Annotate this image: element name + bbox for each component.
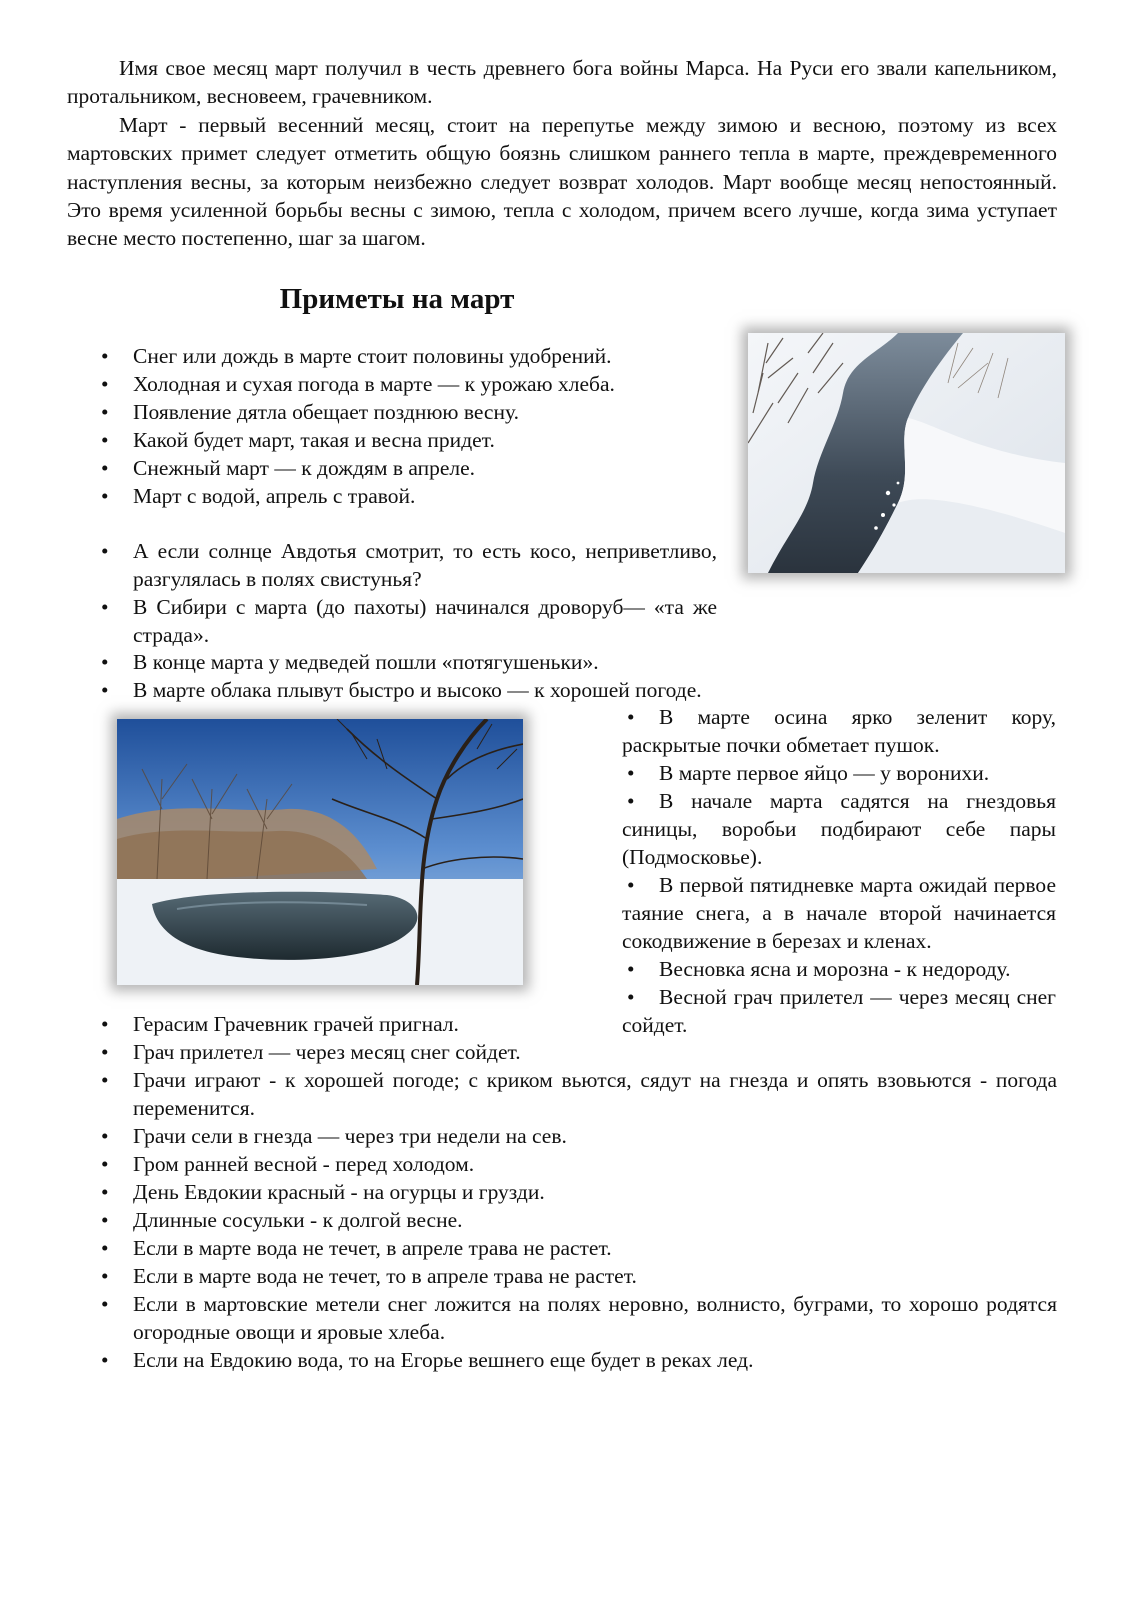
intro-paragraph-1: Имя свое месяц март получил в честь древнего бога войны Марса. На Руси его звали капельником, протальником, весновеем, грачевником. [67,56,1057,109]
bullet-glyph: • [101,400,109,424]
list-item: • Появление дятла обещает позднюю весну. [101,400,519,424]
list-item: • В конце марта у медведей пошли «потягушеньки». [101,650,599,674]
list-item: • Грач прилетел — через месяц снег сойдет. [101,1040,521,1064]
bullet-glyph: • [101,1348,109,1372]
list-item: • Какой будет март, такая и весна придет. [101,428,495,452]
bullet-glyph: • [101,1152,109,1176]
signs-list-3 [67,648,807,704]
winter-stream-photo [748,333,1065,573]
bullet-glyph: • [627,873,635,897]
list-item: • Если на Евдокию вода, то на Егорье вешнего еще будет в реках лед. [101,1348,754,1372]
page-title: Приметы на март [279,283,515,315]
list-item: • Если в марте вода не течет, в апреле трава не растет. [101,1236,612,1260]
list-item: • В начале марта садятся на гнездовья синицы, воробьи подбирают себе пары (Подмосковье). [556,787,1056,871]
list-item: • А если солнце Авдотья смотрит, то есть косо, неприветливо, разгулялась в полях свистунья? [101,539,717,591]
bullet-glyph: • [101,1180,109,1204]
list-item: • В марте первое яйцо — у воронихи. [556,759,1056,787]
list-item: • Грачи играют - к хорошей погоде; с криком вьются, сядут на гнезда и опять взовьются - погода переменится. [101,1068,1057,1120]
bullet-glyph: • [101,1124,109,1148]
bullet-glyph: • [101,1236,109,1260]
list-item: • Холодная и сухая погода в марте — к урожаю хлеба. [101,372,615,396]
signs-list-5 [67,1010,1057,1374]
list-item: • Март с водой, апрель с травой. [101,484,416,508]
list-item: • Если в мартовские метели снег ложится на полях неровно, волнисто, буграми, то хорошо родятся огородные овощи и яровые хлеба. [101,1292,1057,1344]
list-item: • Грачи сели в гнезда — через три недели на сев. [101,1124,567,1148]
bullet-glyph: • [101,456,109,480]
signs-list-1 [67,342,727,510]
intro-text [67,54,1057,253]
bullet-glyph: • [627,789,635,813]
signs-list-2 [67,537,717,649]
list-item: • Герасим Грачевник грачей пригнал. [101,1012,459,1036]
bullet-glyph: • [101,595,109,619]
list-item: • В первой пятидневке марта ожидай первое таяние снега, а в начале второй начинается сокодвижение в березах и кленах. [556,871,1056,955]
bullet-glyph: • [101,1264,109,1288]
bullet-glyph: • [101,650,109,674]
signs-list-4 [556,703,1056,1039]
list-item: • В марте облака плывут быстро и высоко — к хорошей погоде. [101,678,702,702]
bullet-glyph: • [627,957,635,981]
bullet-glyph: • [101,1068,109,1092]
list-item: • В Сибири с марта (до пахоты) начинался дроворуб— «та же страда». [101,595,717,647]
list-item: • Весновка ясна и морозна - к недороду. [556,955,1056,983]
bullet-glyph: • [101,484,109,508]
spring-pond-photo [117,719,523,985]
list-item: • Весной грач прилетел — через месяц снег сойдет. [556,983,1056,1039]
intro-paragraph-2: Март - первый весенний месяц, стоит на перепутье между зимою и весною, поэтому из всех мартовских примет следует отметить общую боязнь слишком раннего тепла в марте, преждевременного наступления весны, за которым неизбежно следует возврат холодов. Март вообще месяц непостоянный. Это время усиленной борьбы весны с зимою, тепла с холодом, причем всего лучше, когда зима уступает весне место постепенно, шаг за шагом. [67,112,1057,251]
bullet-glyph: • [101,678,109,702]
bullet-glyph: • [101,1012,109,1036]
bullet-glyph: • [101,1208,109,1232]
list-item: • В марте осина ярко зеленит кору, раскрытые почки обметает пушок. [556,703,1056,759]
bullet-glyph: • [101,428,109,452]
list-item: • День Евдокии красный - на огурцы и грузди. [101,1180,545,1204]
list-item: • Снег или дождь в марте стоит половины удобрений. [101,344,612,368]
bullet-glyph: • [101,1040,109,1064]
list-item: • Снежный март — к дождям в апреле. [101,456,476,480]
bullet-glyph: • [101,1292,109,1316]
list-item: • Гром ранней весной - перед холодом. [101,1152,475,1176]
bullet-glyph: • [101,344,109,368]
bullet-glyph: • [627,761,635,785]
bullet-glyph: • [101,539,109,563]
bullet-glyph: • [627,985,635,1009]
bullet-glyph: • [627,705,635,729]
list-item: • Длинные сосульки - к долгой весне. [101,1208,463,1232]
list-item: • Если в марте вода не течет, то в апреле трава не растет. [101,1264,637,1288]
bullet-glyph: • [101,372,109,396]
